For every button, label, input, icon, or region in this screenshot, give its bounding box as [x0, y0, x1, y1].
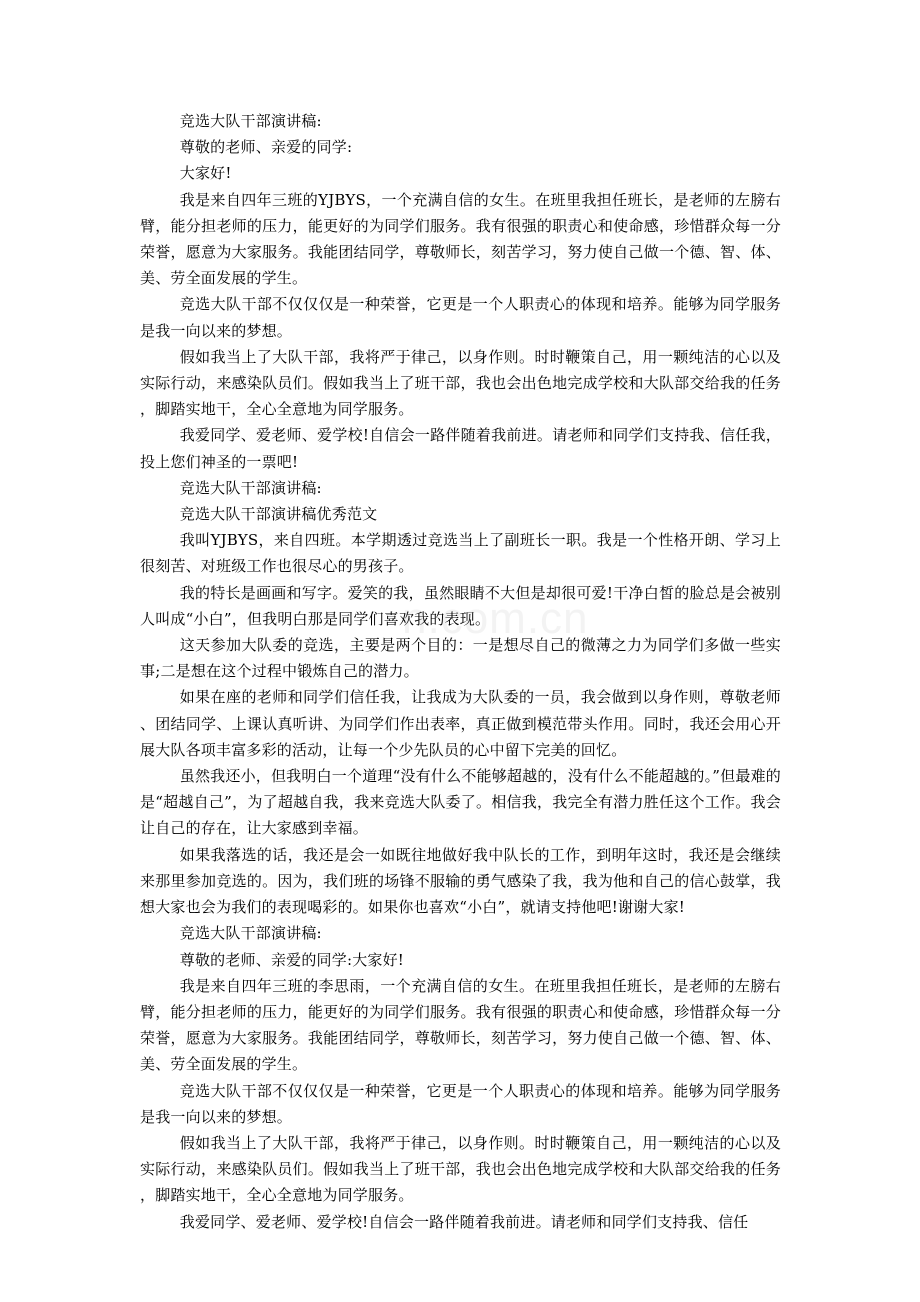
paragraph: 这天参加大队委的竞选，主要是两个目的：一是想尽自己的微薄之力为同学们多做一些实事;二是想在这个过程中锻炼自己的潜力。: [140, 636, 781, 681]
paragraph: 我爱同学、爱老师、爱学校!自信会一路伴随着我前进。请老师和同学们支持我、信任我，投上您们神圣的一票吧!: [140, 426, 781, 471]
paragraph: 竞选大队干部不仅仅仅是一种荣誉，它更是一个人职责心的体现和培养。能够为同学服务是我一向以来的梦想。: [140, 1081, 781, 1126]
paragraph: 竞选大队干部演讲稿:: [179, 478, 322, 497]
paragraph: 我爱同学、爱老师、爱学校!自信会一路伴随着我前进。请老师和同学们支持我、信任: [179, 1212, 749, 1231]
paragraph: 竞选大队干部演讲稿:: [179, 924, 322, 943]
paragraph: 我的特长是画画和写字。爱笑的我，虽然眼睛不大但是却很可爱!干净白皙的脸总是会被别人叫成“小白”，但我明白那是同学们喜欢我的表现。: [140, 583, 781, 628]
paragraph: 大家好!: [179, 164, 232, 183]
paragraph: 竞选大队干部演讲稿优秀范文: [179, 505, 378, 524]
paragraph: 我叫YJBYS，来自四班。本学期透过竞选当上了副班长一职。我是一个性格开朗、学习上很刻苦、对班级工作也很尽心的男孩子。: [140, 531, 781, 576]
paragraph: 竞选大队干部不仅仅仅是一种荣誉，它更是一个人职责心的体现和培养。能够为同学服务是我一向以来的梦想。: [140, 295, 781, 340]
paragraph: 如果在座的老师和同学们信任我，让我成为大队委的一员，我会做到以身作则，尊敬老师、团结同学、上课认真听讲、为同学们作出表率，真正做到模范带头作用。同时，我还会用心开展大队各项丰富多彩的活动，让每一个少先队员的心中留下完美的回忆。: [140, 688, 781, 759]
paragraph: 我是来自四年三班的李思雨，一个充满自信的女生。在班里我担任班长，是老师的左膀右臂，能分担老师的压力，能更好的为同学们服务。我有很强的职责心和使命感，珍惜群众每一分荣誉，愿意为大家服务。我能团结同学，尊敬师长，刻苦学习，努力使自己做一个德、智、体、美、劳全面发展的学生。: [140, 976, 781, 1074]
document-body: [140, 108, 781, 1235]
watermark-text: n.com.cn: [402, 594, 589, 643]
paragraph: 尊敬的老师、亲爱的同学:大家好!: [179, 950, 405, 969]
paragraph: 假如我当上了大队干部，我将严于律己，以身作则。时时鞭策自己，用一颗纯洁的心以及实际行动，来感染队员们。假如我当上了班干部，我也会出色地完成学校和大队部交给我的任务，脚踏实地干，全心全意地为同学服务。: [140, 347, 781, 419]
paragraph: 我是来自四年三班的YJBYS，一个充满自信的女生。在班里我担任班长，是老师的左膀右臂，能分担老师的压力，能更好的为同学们服务。我有很强的职责心和使命感，珍惜群众每一分荣誉，愿意为大家服务。我能团结同学，尊敬师长，刻苦学习，努力使自己做一个德、智、体、美、劳全面发展的学生。: [140, 190, 781, 288]
paragraph: 假如我当上了大队干部，我将严于律己，以身作则。时时鞭策自己，用一颗纯洁的心以及实际行动，来感染队员们。假如我当上了班干部，我也会出色地完成学校和大队部交给我的任务，脚踏实地干，全心全意地为同学服务。: [140, 1133, 781, 1205]
paragraph: 虽然我还小，但我明白一个道理“没有什么不能够超越的，没有什么不能超越的。”但最难的是“超越自己”，为了超越自我，我来竞选大队委了。相信我，我完全有潜力胜任这个工作。我会让自己的存在，让大家感到幸福。: [140, 767, 781, 838]
paragraph: 尊敬的老师、亲爱的同学:: [179, 138, 353, 157]
paragraph: 竞选大队干部演讲稿:: [179, 112, 322, 130]
paragraph: 如果我落选的话，我还是会一如既往地做好我中队长的工作，到明年这时，我还是会继续来那里参加竞选的。因为，我们班的场锋不服输的勇气感染了我，我为他和自己的信心鼓掌，我想大家也会为我们的表现喝彩的。如果你也喜欢“小白”，就请支持他吧!谢谢大家!: [140, 845, 781, 917]
